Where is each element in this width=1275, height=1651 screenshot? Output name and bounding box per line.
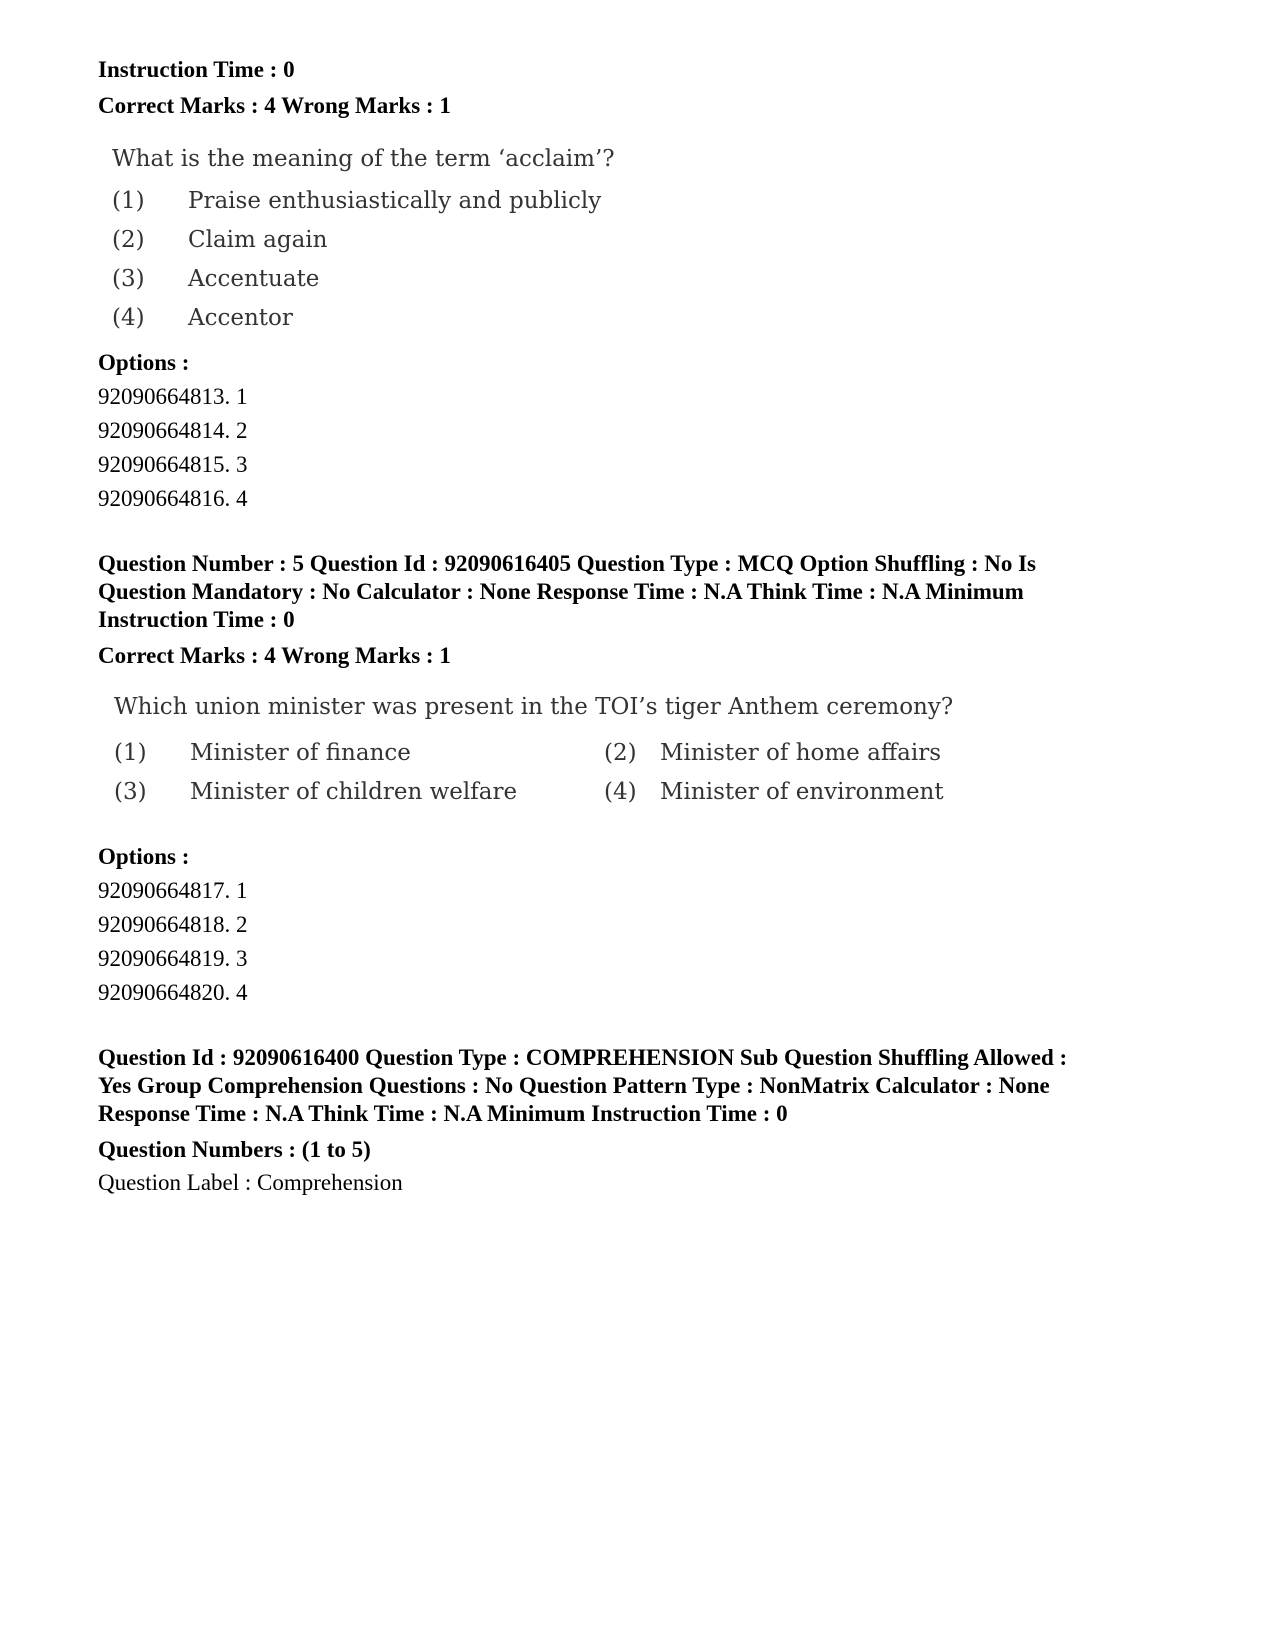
option-id: 92090664815. 3 bbox=[98, 452, 248, 477]
q5-marks: Correct Marks : 4 Wrong Marks : 1 bbox=[98, 643, 451, 668]
comprehension-header-line: Response Time : N.A Think Time : N.A Minimum Instruction Time : 0 bbox=[98, 1101, 788, 1126]
q5-choice-4 bbox=[604, 779, 1094, 818]
choice-number: (2) bbox=[112, 227, 145, 253]
choice-number: (3) bbox=[114, 779, 147, 805]
choice-number: (1) bbox=[114, 740, 147, 766]
choice-text: Praise enthusiastically and publicly bbox=[188, 188, 602, 214]
q4-header-tail: Instruction Time : 0 bbox=[98, 57, 295, 82]
q5-choice-2 bbox=[604, 740, 1094, 779]
choice-text: Minister of finance bbox=[190, 740, 411, 766]
choice-number: (3) bbox=[112, 266, 145, 292]
q4-marks: Correct Marks : 4 Wrong Marks : 1 bbox=[98, 93, 451, 118]
q5-choice-row bbox=[114, 779, 1178, 818]
q4-options-label: Options : bbox=[98, 350, 190, 375]
q5-options-list bbox=[98, 874, 1178, 1010]
q4-choice-3 bbox=[112, 266, 1178, 305]
q5-choice-row bbox=[114, 740, 1178, 779]
choice-text: Minister of environment bbox=[660, 779, 944, 805]
q5-question-text: Which union minister was present in the TOI’s tiger Anthem ceremony? bbox=[114, 694, 954, 720]
choice-text: Minister of home affairs bbox=[660, 740, 942, 766]
option-id: 92090664814. 2 bbox=[98, 418, 248, 443]
option-id: 92090664813. 1 bbox=[98, 384, 248, 409]
q5-header-line: Question Number : 5 Question Id : 92090616405 Question Type : MCQ Option Shuffling : No Is bbox=[98, 551, 1037, 576]
comprehension-header bbox=[98, 1044, 1178, 1128]
choice-number: (4) bbox=[604, 779, 637, 805]
q5-options-label: Options : bbox=[98, 844, 190, 869]
exam-page bbox=[98, 56, 1178, 1200]
option-id: 92090664819. 3 bbox=[98, 946, 248, 971]
q5-choice-1 bbox=[114, 740, 604, 779]
comprehension-question-numbers: Question Numbers : (1 to 5) bbox=[98, 1137, 371, 1162]
q5-choice-3 bbox=[114, 779, 604, 818]
q4-choice-4 bbox=[112, 305, 1178, 344]
comprehension-header-line: Question Id : 92090616400 Question Type : COMPREHENSION Sub Question Shuffling Allowed : bbox=[98, 1045, 1068, 1070]
q4-choice-2 bbox=[112, 227, 1178, 266]
choice-number: (2) bbox=[604, 740, 637, 766]
q4-choices bbox=[112, 188, 1178, 344]
choice-number: (4) bbox=[112, 305, 145, 331]
q4-question-text: What is the meaning of the term ‘acclaim’? bbox=[112, 146, 615, 172]
q5-header-line: Instruction Time : 0 bbox=[98, 607, 295, 632]
q5-choices bbox=[114, 740, 1178, 818]
comprehension-question-label: Question Label : Comprehension bbox=[98, 1170, 403, 1195]
choice-text: Accentor bbox=[188, 305, 293, 331]
choice-text: Claim again bbox=[188, 227, 328, 253]
q4-question-image bbox=[98, 144, 1178, 344]
q5-question-image bbox=[98, 692, 1178, 818]
option-id: 92090664820. 4 bbox=[98, 980, 248, 1005]
q5-header-line: Question Mandatory : No Calculator : None Response Time : N.A Think Time : N.A Minimum bbox=[98, 579, 1024, 604]
option-id: 92090664818. 2 bbox=[98, 912, 248, 937]
q4-choice-1 bbox=[112, 188, 1178, 227]
option-id: 92090664817. 1 bbox=[98, 878, 248, 903]
option-id: 92090664816. 4 bbox=[98, 486, 248, 511]
q5-header bbox=[98, 550, 1178, 634]
comprehension-header-line: Yes Group Comprehension Questions : No Question Pattern Type : NonMatrix Calculator : None bbox=[98, 1073, 1050, 1098]
choice-text: Minister of children welfare bbox=[190, 779, 518, 805]
q4-options-list bbox=[98, 380, 1178, 516]
choice-text: Accentuate bbox=[188, 266, 320, 292]
choice-number: (1) bbox=[112, 188, 145, 214]
